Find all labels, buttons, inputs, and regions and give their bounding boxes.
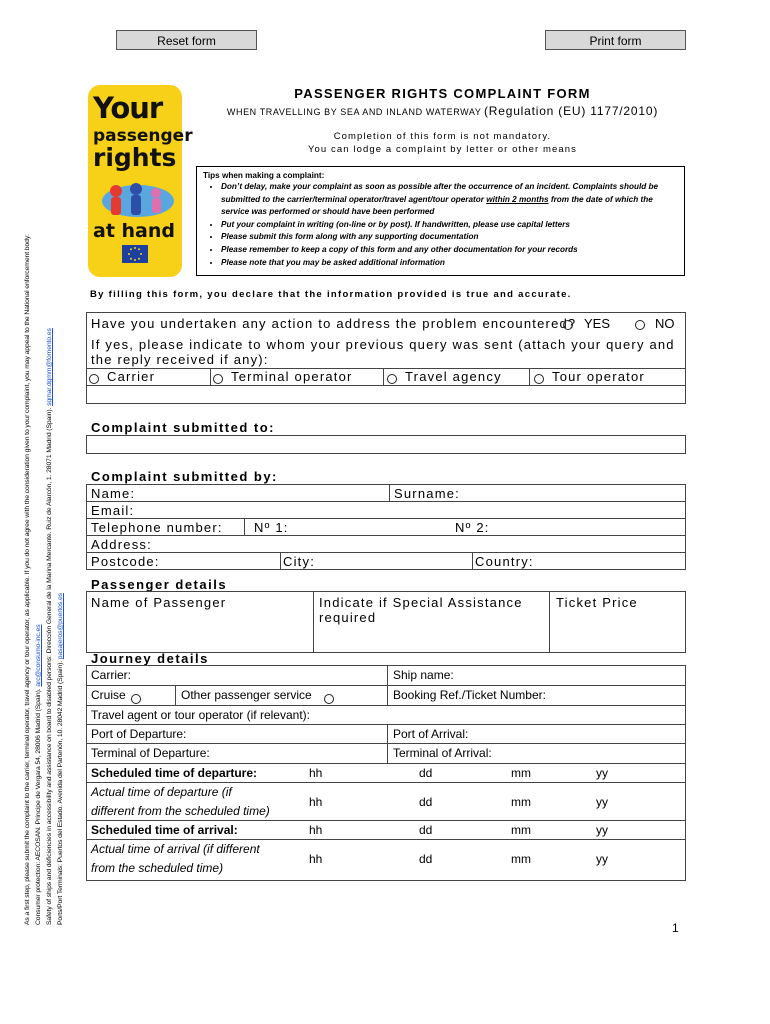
yy-label: yy: [596, 795, 608, 809]
phone-1-label: Nº 1:: [254, 520, 289, 535]
tip-item: [221, 181, 678, 219]
side-note-ports-email[interactable]: pasajeros@puertos.es: [57, 593, 64, 660]
tips-box: [196, 166, 685, 276]
side-note-ports-text: Ports/Port Terminals: Puertos del Estado. Avenida del Partenón, 10. 28042 Madrid (Spain).: [57, 660, 64, 925]
actual-arrival-label-line1: Actual time of arrival (if different: [91, 842, 260, 856]
tour-operator-radio[interactable]: [534, 370, 544, 388]
actual-arrival-label-line2: from the scheduled time): [91, 861, 224, 875]
terminal-operator-option-label: Terminal operator: [231, 369, 353, 384]
dd-label: dd: [419, 852, 433, 866]
terminal-departure-field-label: Terminal of Departure:: [91, 746, 210, 760]
action-question: Have you undertaken any action to address the problem encountered?: [91, 316, 577, 331]
terminal-operator-radio[interactable]: [213, 370, 223, 388]
side-note-appeal: As a first step, please submit the complaint to the carrier, terminal operator, travel agency or tour operator, as applicable. If you do not agree with the consideration given to your complaint, you may appeal to the National enforcement body:: [24, 234, 31, 925]
ticket-price-header: Ticket Price: [556, 595, 638, 610]
side-note-consumer: [35, 625, 42, 926]
address-field-label: Address:: [91, 537, 152, 552]
tip-item: • Put your complaint in writing (on-line or by post). If handwritten, please use capital letters: [221, 219, 678, 232]
carrier-radio[interactable]: [89, 370, 99, 388]
terminal-arrival-field-label: Terminal of Arrival:: [393, 746, 492, 760]
dd-label: dd: [419, 766, 433, 780]
ship-name-field-label: Ship name:: [393, 668, 454, 682]
subtitle: [200, 104, 685, 118]
side-note-consumer-email[interactable]: arc@consumo-inc.es: [35, 624, 42, 687]
submitted-to-field[interactable]: [86, 435, 686, 454]
tour-operator-radio-circle[interactable]: [534, 374, 544, 384]
dd-label: dd: [419, 795, 433, 809]
side-note-safety: [46, 328, 53, 925]
other-service-option-label: Other passenger service: [181, 688, 312, 702]
tip-item: • Please submit this form along with any supporting documentation: [221, 231, 678, 244]
hh-label: hh: [309, 766, 323, 780]
yes-radio[interactable]: [563, 316, 573, 334]
submitted-to-heading: Complaint submitted to:: [91, 420, 275, 435]
tips-heading: Tips when making a complaint:: [203, 171, 325, 180]
tip-1-text-end: from the date of which the service was performed or should have been performed: [221, 194, 653, 217]
port-departure-field-label: Port of Departure:: [91, 727, 187, 741]
passenger-details-heading: Passenger details: [91, 577, 228, 592]
no-radio[interactable]: [635, 316, 645, 334]
yy-label: yy: [596, 852, 608, 866]
optional-note-1: Completion of this form is not mandatory.: [333, 131, 552, 142]
tips-list: [203, 181, 678, 269]
passenger-name-header: Name of Passenger: [91, 595, 227, 610]
tour-operator-option-label: Tour operator: [552, 369, 645, 384]
eu-flag-icon: [122, 245, 148, 263]
travel-agency-radio-circle[interactable]: [387, 374, 397, 384]
logo-people-icon: [94, 177, 176, 221]
print-form-button[interactable]: Print form: [545, 30, 686, 50]
submitted-by-heading: Complaint submitted by:: [91, 469, 278, 484]
actual-departure-label-line1: Actual time of departure (if: [91, 785, 232, 799]
dd-label: dd: [419, 823, 433, 837]
travel-agency-option-label: Travel agency: [405, 369, 502, 384]
page-title: PASSENGER RIGHTS COMPLAINT FORM: [294, 86, 591, 101]
yes-label: YES: [584, 316, 611, 331]
logo-word-at-hand: at hand: [93, 220, 175, 242]
special-assistance-header: Indicate if Special Assistance required: [319, 595, 523, 625]
journey-details-heading: Journey details: [91, 651, 209, 666]
booking-ref-field-label: Booking Ref./Ticket Number:: [393, 688, 546, 702]
email-field-label: Email:: [91, 503, 135, 518]
telephone-field-label: Telephone number:: [91, 520, 223, 535]
side-note-safety-email[interactable]: sgmar.dgmm@fomento.es: [46, 328, 53, 406]
side-note-safety-text: Safety of ships and deficiencies in accessibility and assistance on board to disabled persons: Dirección General de la Marina Mercante. Ruiz de Alarcón, 1. 28071 Madrid (Spain).: [46, 407, 53, 925]
port-arrival-field-label: Port of Arrival:: [393, 727, 469, 741]
tip-item: • Please remember to keep a copy of this form and any other documentation for your records: [221, 244, 678, 257]
other-service-radio-circle[interactable]: [324, 694, 334, 704]
no-radio-circle[interactable]: [635, 320, 645, 330]
city-field-label: City:: [283, 554, 315, 569]
page-number: 1: [672, 921, 679, 935]
tip-item: • Please note that you may be asked additional information: [221, 257, 678, 270]
yy-label: yy: [596, 823, 608, 837]
carrier-radio-circle[interactable]: [89, 374, 99, 384]
hh-label: hh: [309, 823, 323, 837]
no-label: NO: [655, 316, 675, 331]
mm-label: mm: [511, 852, 531, 866]
country-field-label: Country:: [475, 554, 534, 569]
logo-word-your: Your: [93, 91, 163, 125]
side-note-ports: [57, 593, 64, 925]
terminal-operator-radio-circle[interactable]: [213, 374, 223, 384]
phone-2-label: Nº 2:: [455, 520, 490, 535]
surname-field-label: Surname:: [394, 486, 460, 501]
passenger-rights-logo: [88, 85, 193, 277]
declaration-text: By filling this form, you declare that the information provided is true and accurate.: [90, 289, 572, 300]
reset-form-button[interactable]: Reset form: [116, 30, 257, 50]
cruise-radio-circle[interactable]: [131, 694, 141, 704]
side-note-consumer-text: Consumer protection: AECOSAN. Príncipe de Vergara 54, 28006 Madrid (Spain).: [35, 688, 42, 925]
carrier-field-label: Carrier:: [91, 668, 132, 682]
scheduled-departure-label: Scheduled time of departure:: [91, 766, 258, 780]
tip-1-deadline: within 2 months: [486, 194, 549, 204]
cruise-radio[interactable]: [131, 690, 141, 708]
travel-agency-radio[interactable]: [387, 370, 397, 388]
mm-label: mm: [511, 823, 531, 837]
other-service-radio[interactable]: [324, 690, 334, 708]
subtitle-regulation: (Regulation (EU) 1177/2010): [483, 104, 659, 118]
name-field-label: Name:: [91, 486, 136, 501]
carrier-option-label: Carrier: [107, 369, 156, 384]
action-indicate-text: If yes, please indicate to whom your previous query was sent (attach your query and the reply received if any):: [91, 337, 675, 367]
subtitle-caps: WHEN TRAVELLING BY SEA AND INLAND WATERWAY: [226, 107, 482, 117]
optional-note-2: You can lodge a complaint by letter or other means: [307, 144, 578, 155]
logo-word-passenger: passenger: [93, 126, 193, 146]
mm-label: mm: [511, 766, 531, 780]
yy-label: yy: [596, 766, 608, 780]
cruise-option-label: Cruise: [91, 688, 126, 702]
travel-agent-field-label: Travel agent or tour operator (if relevant):: [91, 708, 310, 722]
postcode-field-label: Postcode:: [91, 554, 160, 569]
mm-label: mm: [511, 795, 531, 809]
actual-departure-label-line2: different from the scheduled time): [91, 804, 270, 818]
hh-label: hh: [309, 852, 323, 866]
tip-1-text: Don’t delay, make your complaint as soon as possible after the occurrence of an incident. Complaints should be submitted to the carrier/terminal operator/travel agent/tour operator: [221, 182, 659, 204]
yes-radio-circle[interactable]: [563, 320, 573, 330]
scheduled-arrival-label: Scheduled time of arrival:: [91, 823, 238, 837]
logo-word-rights: rights: [93, 143, 177, 172]
hh-label: hh: [309, 795, 323, 809]
